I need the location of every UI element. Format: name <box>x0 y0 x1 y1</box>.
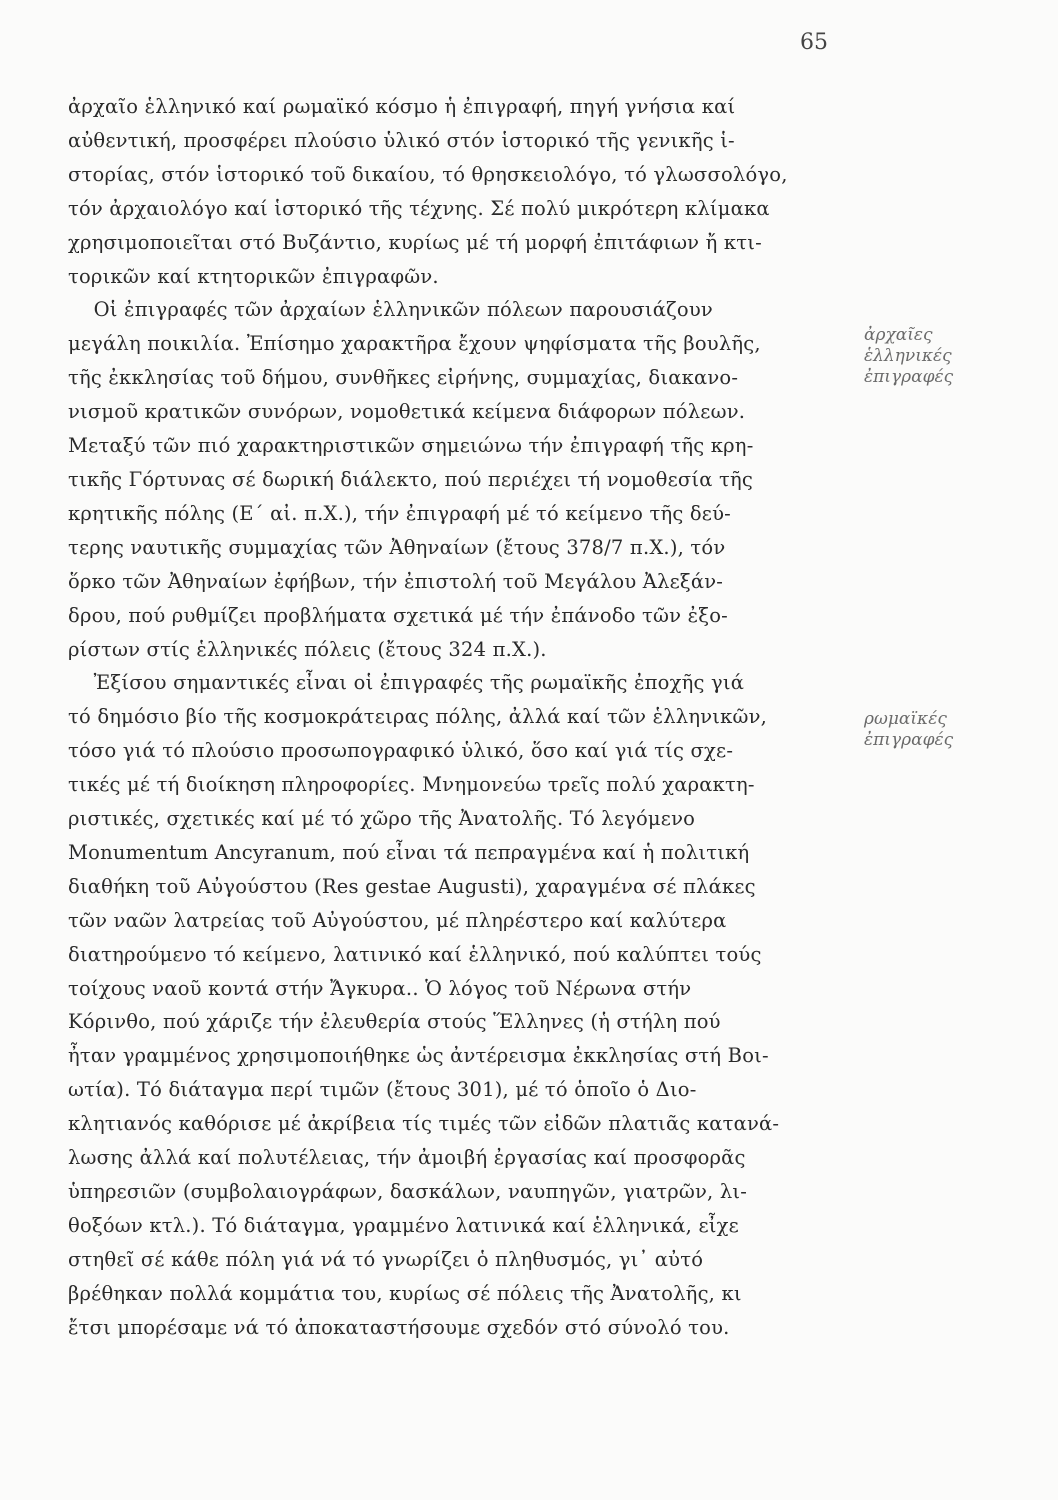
margin-note-line: ἐπιγραφές <box>864 730 954 750</box>
text-line: τῶν ναῶν λατρείας τοῦ Αὐγούστου, μέ πληρέστερο καί καλύτερα <box>68 908 727 932</box>
paragraph <box>68 293 842 666</box>
text-line: ἔτσι μπορέσαμε νά τό ἀποκαταστήσουμε σχεδόν στό σύνολό του. <box>68 1315 730 1339</box>
body-text <box>68 90 842 1345</box>
text-line: τοίχους ναοῦ κοντά στήν Ἄγκυρα.. Ὁ λόγος τοῦ Νέρωνα στήν <box>68 976 692 1000</box>
text-line: κρητικῆς πόλης (Ε΄ αἰ. π.Χ.), τήν ἐπιγραφή μέ τό κείμενο τῆς δεύ- <box>68 501 731 525</box>
paragraph <box>68 666 842 1344</box>
text-line: Μεταξύ τῶν πιό χαρακτηριστικῶν σημειώνω τήν ἐπιγραφή τῆς κρη- <box>68 434 754 458</box>
text-line: νισμοῦ κρατικῶν συνόρων, νομοθετικά κείμενα διάφορων πόλεων. <box>68 400 746 424</box>
margin-note-line: ἀρχαῖες <box>864 325 933 345</box>
text-line: στορίας, στόν ἱστορικό τοῦ δικαίου, τό θρησκειολόγο, τό γλωσσολόγο, <box>68 162 788 186</box>
text-line: δρου, πού ρυθμίζει προβλήματα σχετικά μέ τήν ἐπάνοδο τῶν ἐξο- <box>68 603 728 627</box>
text-line: αὐθεντική, προσφέρει πλούσιο ὑλικό στόν ἱστορικό τῆς γενικῆς ἱ- <box>68 128 735 152</box>
text-line: τόν ἀρχαιολόγο καί ἱστορικό τῆς τέχνης. Σέ πολύ μικρότερη κλίμακα <box>68 196 770 220</box>
text-line: ρίστων στίς ἑλληνικές πόλεις (ἔτους 324 π.Χ.). <box>68 637 547 661</box>
text-line: θοξόων κτλ.). Τό διάταγμα, γραμμένο λατινικά καί ἑλληνικά, εἶχε <box>68 1213 739 1237</box>
text-line: ὅρκο τῶν Ἀθηναίων ἐφήβων, τήν ἐπιστολή τοῦ Μεγάλου Ἀλεξάν- <box>68 569 724 593</box>
text-line: Monumentum Ancyranum, πού εἶναι τά πεπραγμένα καί ἡ πολιτική <box>68 840 750 864</box>
text-line: λωσης ἀλλά καί πολυτέλειας, τήν ἀμοιβή ἐργασίας καί προσφορᾶς <box>68 1146 746 1170</box>
text-line: χρησιμοποιεῖται στό Βυζάντιο, κυρίως μέ τή μορφή ἐπιτάφιων ἤ κτι- <box>68 230 762 254</box>
text-line: μεγάλη ποικιλία. Ἐπίσημο χαρακτῆρα ἔχουν ψηφίσματα τῆς βουλῆς, <box>68 332 761 356</box>
text-line: τικές μέ τή διοίκηση πληροφορίες. Μνημονεύω τρεῖς πολύ χαρακτη- <box>68 773 755 797</box>
margin-note-roman-inscriptions <box>864 709 1014 751</box>
text-line: ὑπηρεσιῶν (συμβολαιογράφων, δασκάλων, ναυπηγῶν, γιατρῶν, λι- <box>68 1180 748 1203</box>
text-line: Ἐξίσου σημαντικές εἶναι οἱ ἐπιγραφές τῆς ρωμαϊκῆς ἐποχῆς γιά <box>68 671 745 695</box>
page-number: 65 <box>800 30 828 55</box>
margin-note-line: ἐπιγραφές <box>864 367 954 387</box>
text-line: κλητιανός καθόρισε μέ ἀκρίβεια τίς τιμές τῶν εἰδῶν πλατιᾶς κατανά- <box>68 1112 780 1136</box>
margin-note-ancient-greek-inscriptions <box>864 325 1014 388</box>
text-line: διαθήκη τοῦ Αὐγούστου (Res gestae Augusti), χαραγμένα σέ πλάκες <box>68 874 756 898</box>
text-line: βρέθηκαν πολλά κομμάτια του, κυρίως σέ πόλεις τῆς Ἀνατολῆς, κι <box>68 1281 742 1305</box>
text-line: ωτία). Τό διάταγμα περί τιμῶν (ἔτους 301), μέ τό ὁποῖο ὁ Διο- <box>68 1078 697 1102</box>
text-line: τικῆς Γόρτυνας σέ δωρική διάλεκτο, πού περιέχει τή νομοθεσία τῆς <box>68 467 754 491</box>
text-line: στηθεῖ σέ κάθε πόλη γιά νά τό γνωρίζει ὁ πληθυσμός, γι᾽ αὐτό <box>68 1247 704 1271</box>
text-line: ἦταν γραμμένος χρησιμοποιήθηκε ὡς ἀντέρεισμα ἐκκλησίας στή Βοι- <box>68 1044 769 1068</box>
text-line: Κόρινθο, πού χάριζε τήν ἐλευθερία στούς Ἕλληνες (ἡ στήλη πού <box>68 1010 721 1034</box>
text-line: ἀρχαῖο ἑλληνικό καί ρωμαϊκό κόσμο ἡ ἐπιγραφή, πηγή γνήσια καί <box>68 95 736 118</box>
text-line: τερης ναυτικῆς συμμαχίας τῶν Ἀθηναίων (ἔτους 378/7 π.Χ.), τόν <box>68 535 726 559</box>
margin-note-line: ρωμαϊκές <box>864 709 947 729</box>
text-line: τόσο γιά τό πλούσιο προσωπογραφικό ὑλικό, ὅσο καί γιά τίς σχε- <box>68 739 734 763</box>
text-line: διατηρούμενο τό κείμενο, λατινικό καί ἑλληνικό, πού καλύπτει τούς <box>68 942 762 966</box>
paragraph <box>68 90 842 293</box>
margin-note-line: ἑλληνικές <box>864 346 952 366</box>
text-line: τό δημόσιο βίο τῆς κοσμοκράτειρας πόλης, ἀλλά καί τῶν ἑλληνικῶν, <box>68 705 768 729</box>
text-line: Οἱ ἐπιγραφές τῶν ἀρχαίων ἑλληνικῶν πόλεων παρουσιάζουν <box>68 298 713 322</box>
text-line: τῆς ἐκκλησίας τοῦ δήμου, συνθῆκες εἰρήνης, συμμαχίας, διακανο- <box>68 366 739 390</box>
text-line: τορικῶν καί κτητορικῶν ἐπιγραφῶν. <box>68 264 439 288</box>
text-line: ριστικές, σχετικές καί μέ τό χῶρο τῆς Ἀνατολῆς. Τό λεγόμενο <box>68 807 696 831</box>
